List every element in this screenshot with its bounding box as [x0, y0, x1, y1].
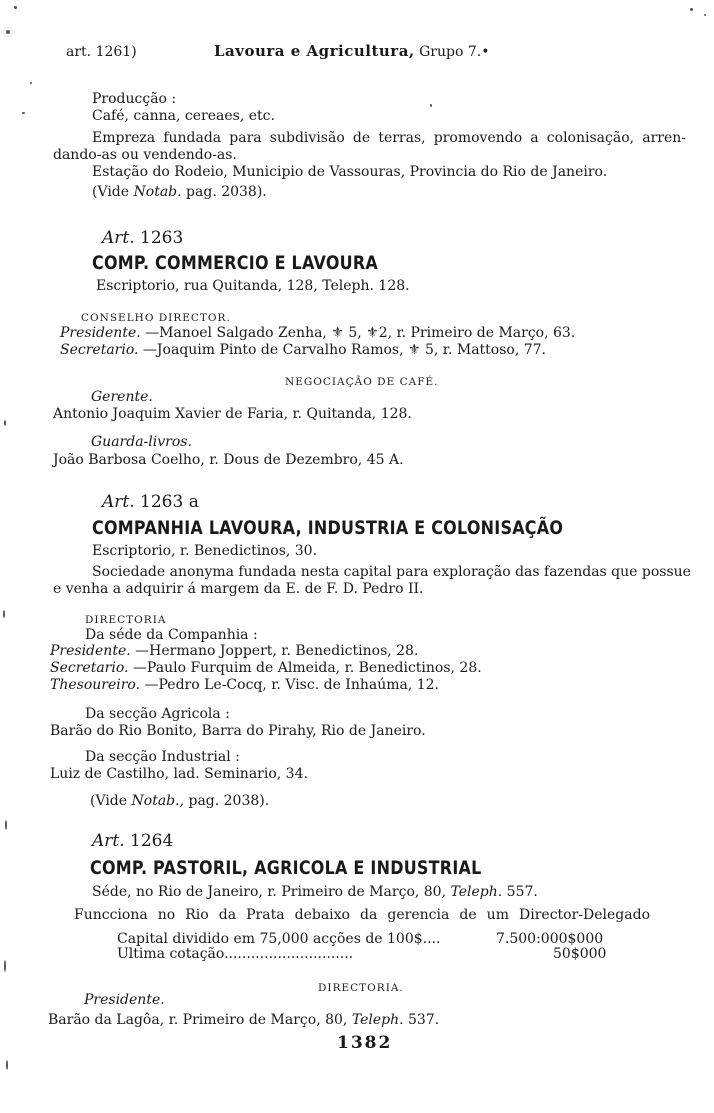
president-post: 537.	[403, 1012, 440, 1028]
hq-label: Da séde da Companhia :	[85, 627, 258, 643]
manager-text: Antonio Joaquim Xavier de Faria, r. Quitanda, 128.	[53, 406, 412, 422]
seat-tel: Teleph.	[450, 884, 503, 900]
company-title: COMP. COMMERCIO E LAVOURA	[92, 252, 379, 274]
scan-speck	[6, 1060, 8, 1070]
quote-label: Ultima cotação.............................	[117, 946, 354, 962]
scan-speck	[14, 6, 17, 9]
page-number: 1382	[337, 1033, 393, 1053]
manager-role: Gerente.	[91, 389, 153, 405]
article-num: 1263 a	[140, 492, 199, 512]
capital-label: Capital dividido em 75,000 acções de 100$....	[117, 931, 441, 947]
scan-speck	[4, 420, 6, 426]
article-num: 1263	[140, 228, 184, 248]
president-text	[48, 1012, 439, 1029]
article-number	[102, 230, 183, 247]
board-label: DIRECTORIA.	[318, 982, 404, 994]
company-office: Escriptorio, r. Benedictinos, 30.	[92, 543, 318, 559]
treasurer-text: —Pedro Le-Cocq, r. Visc. de Inhaúma, 12.	[140, 677, 440, 693]
president-pre: Barão da Lagôa, r. Primeiro de Março, 80,	[48, 1012, 352, 1028]
company-office: Escriptorio, rua Quitanda, 128, Teleph. 128.	[96, 278, 410, 294]
article-label: Art.	[102, 228, 135, 248]
secretary-line	[60, 342, 546, 359]
vide-pre: (Vide	[92, 184, 134, 200]
scan-speck	[30, 82, 32, 84]
scan-speck	[5, 820, 7, 830]
description-line-2: e venha a adquirir á margem da E. de F. D. Pedro II.	[53, 581, 424, 597]
industrial-section-text: Luiz de Castilho, lad. Seminario, 34.	[50, 766, 308, 782]
president-tel: Teleph.	[351, 1012, 404, 1028]
agricultural-section-text: Barão do Rio Bonito, Barra do Pirahy, Rio de Janeiro.	[50, 723, 426, 739]
capital-value: 7.500:000$000	[496, 931, 604, 947]
secretary-line	[50, 660, 482, 677]
operates-text: Funcciona no Rio da Prata debaixo da gerencia de um Director-Delegado	[74, 907, 650, 923]
running-header	[66, 44, 137, 61]
vide-reference	[92, 184, 267, 201]
header-title: Lavoura e Agricultura,	[214, 42, 415, 60]
company-title: COMP. PASTORIL, AGRICOLA E INDUSTRIAL	[90, 857, 482, 879]
production-items: Café, canna, cereaes, etc.	[92, 108, 275, 124]
scan-speck	[704, 14, 706, 16]
treasurer-role: Thesoureiro.	[50, 677, 141, 693]
secretary-text: —Paulo Furquim de Almeida, r. Benedictinos, 28.	[128, 660, 482, 676]
station: Estação do Rodeio, Municipio de Vassouras, Provincia do Rio de Janeiro.	[92, 164, 608, 180]
agricultural-section-label: Da secção Agricola :	[85, 706, 230, 722]
quote-value: 50$000	[553, 946, 607, 962]
president-role: Presidente.	[84, 992, 165, 1008]
seat-post: 557.	[502, 884, 538, 900]
scan-speck	[430, 104, 432, 107]
vide-post: pag. 2038).	[184, 793, 270, 809]
vide-notab: Notab.	[133, 184, 182, 200]
article-label: Art.	[102, 492, 135, 512]
scan-speck	[690, 8, 693, 11]
coffee-label: NEGOCIAÇÃO DE CAFÉ.	[285, 376, 439, 388]
vide-pre: (Vide	[90, 793, 132, 809]
president-line	[60, 325, 575, 342]
article-number	[102, 494, 199, 511]
description-line-2: dando-as ou vendendo-as.	[53, 147, 237, 163]
vide-reference	[90, 793, 269, 810]
description-line-1: Sociedade anonyma fundada nesta capital para exploração das fazendas que possue	[92, 564, 691, 580]
scan-speck	[6, 30, 10, 34]
vide-notab: Notab.,	[131, 793, 185, 809]
president-line	[50, 643, 418, 660]
industrial-section-label: Da secção Industrial :	[85, 749, 240, 765]
treasurer-line	[50, 677, 439, 694]
article-number	[92, 833, 173, 850]
company-seat	[92, 884, 538, 901]
president-role: Presidente.	[60, 325, 141, 341]
running-title	[214, 43, 489, 61]
president-text: —Manoel Salgado Zenha, ⚜ 5, ⚜2, r. Primeiro de Março, 63.	[140, 325, 576, 341]
secretary-text: —Joaquim Pinto de Carvalho Ramos, ⚜ 5, r. Mattoso, 77.	[138, 342, 547, 358]
description-line-1: Empreza fundada para subdivisão de terras, promovendo a colonisação, arren-	[92, 130, 686, 146]
president-text: —Hermano Joppert, r. Benedictinos, 28.	[130, 643, 419, 659]
scan-speck	[4, 960, 6, 972]
scan-speck	[22, 112, 25, 114]
president-role: Presidente.	[50, 643, 131, 659]
header-group: Grupo 7.•	[419, 44, 490, 60]
header-ref: art. 1261)	[66, 44, 137, 60]
vide-post: pag. 2038).	[181, 184, 267, 200]
scan-speck	[3, 610, 5, 618]
board-label: CONSELHO DIRECTOR.	[81, 312, 231, 324]
secretary-role: Secretario.	[50, 660, 129, 676]
bookkeeper-role: Guarda-livros.	[91, 434, 192, 450]
secretary-role: Secretario.	[60, 342, 139, 358]
bookkeeper-text: João Barbosa Coelho, r. Dous de Dezembro, 45 A.	[53, 452, 404, 468]
production-label: Producção :	[92, 91, 177, 107]
article-num: 1264	[130, 831, 174, 851]
article-label: Art.	[92, 831, 125, 851]
seat-pre: Séde, no Rio de Janeiro, r. Primeiro de Março, 80,	[92, 884, 451, 900]
board-label: DIRECTORIA	[85, 614, 167, 626]
company-title: COMPANHIA LAVOURA, INDUSTRIA E COLONISAÇÃO	[92, 517, 564, 539]
